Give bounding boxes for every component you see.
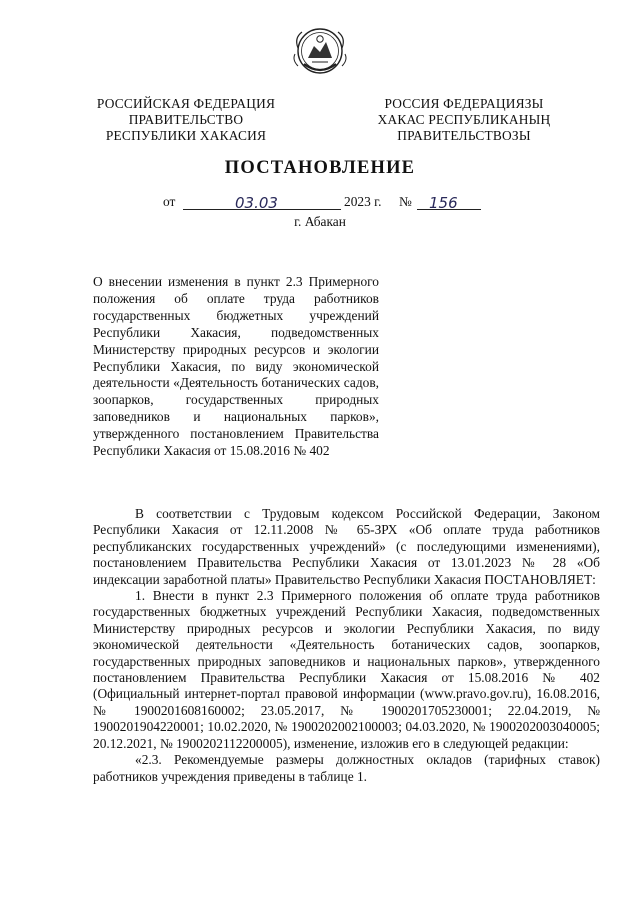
quoted-paragraph: «2.3. Рекомендуемые размеры должностных окладов (тарифных ставок) работников учреждения приведены в таблице 1.: [93, 752, 600, 784]
document-subject: О внесении изменения в пункт 2.3 Примерного положения об оплате труда работников государственных бюджетных учреждений Республики Хакасия, подведомственных Министерству природных ресурсов и экологии Республики Хакасия, по виду экономической деятельности «Деятельность ботанических садов, зоопарков, государственных природных заповедников и национальных парков», утвержденного постановлением Правительства Республики Хакасия от 15.08.2016 № 402: [93, 274, 379, 459]
handwritten-number: 156: [429, 194, 458, 212]
handwritten-date: 03.03: [235, 194, 278, 212]
document-title: ПОСТАНОВЛЕНИЕ: [224, 158, 416, 178]
item-1-paragraph: 1. Внести в пункт 2.3 Примерного положения об оплате труда работников государственных бюджетных учреждений Республики Хакасия, подведомственных Министерству природных ресурсов и экологии Республики Хакасия, по виду экономической деятельности «Деятельность ботанических садов, зоопарков, государственных природных заповедников и национальных парков», утвержденного постановлением Правительства Республики Хакасия от 15.08.2016 № 402 (Официальный интернет-портал правовой информации (www.pravo.gov.ru), 16.08.2016, № 1900201608160002; 23.05.2017, № 1900201705230001; 22.04.2019, № 1900201904220001; 10.02.2020, № 1900202002100003; 04.03.2020, № 1900202003040005; 20.12.2021, № 1900202112200005), изменение, изложив его в следующей редакции:: [93, 588, 600, 751]
header-left-line: РЕСПУБЛИКИ ХАКАСИЯ: [105, 128, 267, 143]
from-label: от: [163, 194, 176, 209]
city-label: г. Абакан: [294, 214, 346, 229]
header-left-block: [86, 96, 286, 144]
year-text: 2023 г.: [344, 194, 382, 209]
header-left-line: ПРАВИТЕЛЬСТВО: [128, 112, 244, 127]
header-right-line: ПРАВИТЕЛЬСТВОЗЫ: [397, 128, 531, 143]
dateline: [163, 194, 503, 216]
header-right-line: ХАКАС РЕСПУБЛИКАНЫҢ: [377, 112, 551, 127]
number-label: №: [399, 194, 412, 209]
preamble-paragraph: В соответствии с Трудовым кодексом Российской Федерации, Законом Республики Хакасия от 12.11.2008 № 65-ЗРХ «Об оплате труда работников республиканских государственных учреждений» (с последующими изменениями), постановлением Правительства Республики Хакасия от 13.01.2023 № 28 «Об индексации заработной платы» Правительство Республики Хакасия ПОСТАНОВЛЯЕТ:: [93, 506, 600, 587]
coat-of-arms-icon: [290, 24, 350, 78]
document-body: [93, 506, 600, 785]
header-left-line: РОССИЙСКАЯ ФЕДЕРАЦИЯ: [96, 96, 276, 111]
header-right-block: [364, 96, 564, 144]
header-right-line: РОССИЯ ФЕДЕРАЦИЯЗЫ: [384, 96, 544, 111]
